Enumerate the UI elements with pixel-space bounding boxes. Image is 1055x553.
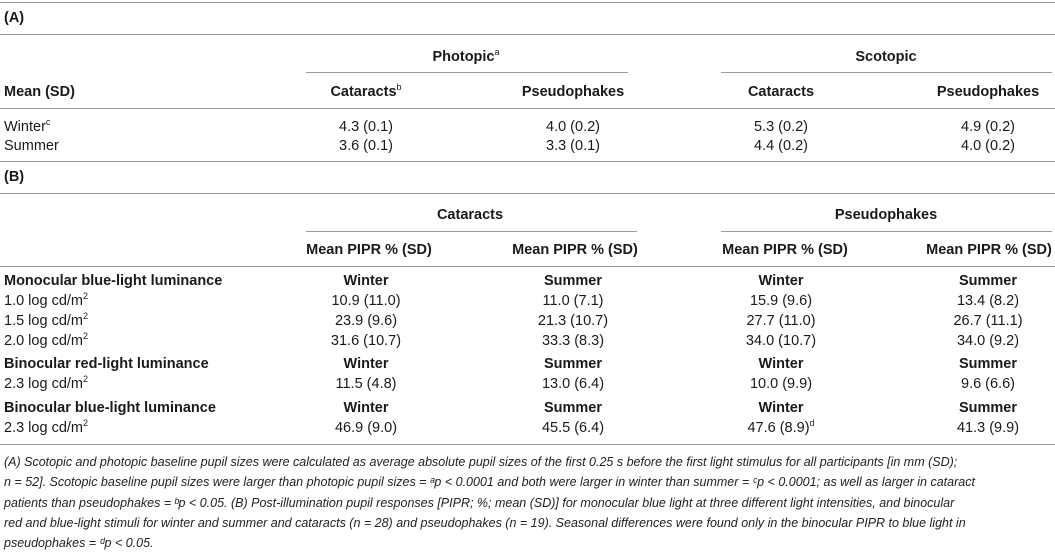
season-label: Winter (343, 273, 389, 289)
group-b-cataracts: Cataracts (436, 207, 504, 223)
table-cell: 13.0 (6.4) (541, 376, 605, 392)
row-label-winter: Winter$^c$ (4, 117, 51, 135)
cell-a-summer-scotopic-cataracts: 4.4 (0.2) (754, 138, 808, 154)
col-b-header-4: Mean PIPR % (SD) (926, 242, 1052, 258)
col-b-header-2: Mean PIPR % (SD) (512, 242, 638, 258)
table-bottom-rule (0, 444, 1055, 445)
row-label-luminance: 2.3 $\log cd/m^2$ (4, 374, 89, 392)
row-label-summer: Summer (4, 138, 59, 154)
row-label-luminance: 1.0 $\log cd/m^2$ (4, 291, 89, 309)
row-label-luminance: 1.5 $\log cd/m^2$ (4, 311, 89, 329)
scotopic-underline (721, 72, 1052, 73)
cataracts-underline (306, 231, 637, 232)
section-title-binocular-red: Binocular red-light luminance (4, 356, 209, 372)
season-label: Summer (958, 400, 1018, 416)
table-cell: 11.0 (7.1) (542, 293, 604, 309)
season-label: Winter (758, 273, 804, 289)
table-cell: 33.3 (8.3) (541, 333, 605, 349)
row-header-mean-sd: Mean (SD) (4, 84, 75, 100)
part-b-label: (B) (4, 169, 25, 185)
section-title-binocular-blue: Binocular blue-light luminance (4, 400, 216, 416)
part-a-rule (0, 34, 1055, 35)
table-cell: 27.7 (11.0) (746, 313, 816, 329)
part-b-header-rule (0, 266, 1055, 267)
cell-a-winter-scotopic-pseudophakes: 4.9 (0.2) (961, 119, 1015, 135)
season-label: Winter (343, 400, 389, 416)
part-a-bottom-rule (0, 161, 1055, 162)
season-label: Winter (758, 356, 804, 372)
table-cell: 45.5 (6.4) (541, 420, 605, 436)
cell-a-summer-scotopic-pseudophakes: 4.0 (0.2) (961, 138, 1015, 154)
col-a-pseudophakes-scotopic: Pseudophakes (936, 84, 1040, 100)
table-cell: 46.9 (9.0) (334, 420, 398, 436)
col-a-cataracts-photopic: Cataracts$^b$ (330, 82, 402, 100)
group-photopic: Photopic$^a$ (432, 47, 500, 65)
season-label: Summer (958, 356, 1018, 372)
table-cell: 9.6 (6.6) (961, 376, 1015, 392)
season-label: Summer (543, 356, 603, 372)
footnote-line: n = 52]. Scotopic baseline pupil sizes were larger than photopic pupil sizes = ᵃp < 0.0001 and both were larger in winter than summer = ᶜp < 0.0001; as well as larger in cataract (4, 475, 975, 490)
footnote-line: red and blue-light stimuli for winter and summer and cataracts (n = 28) and pseudophakes (n = 19). Seasonal differences were found only in the binocular PIPR to blue light in (4, 515, 966, 530)
cell-a-winter-scotopic-cataracts: 5.3 (0.2) (754, 119, 808, 135)
table-cell: 10.9 (11.0) (331, 293, 401, 309)
table-cell: 11.5 (4.8) (335, 376, 397, 392)
row-label-luminance: 2.0 $\log cd/m^2$ (4, 331, 89, 349)
table-cell: 26.7 (11.1) (953, 313, 1023, 329)
cell-a-winter-photopic-cataracts: 4.3 (0.1) (339, 119, 393, 135)
table-cell: 15.9 (9.6) (749, 293, 813, 309)
table-cell: 34.0 (10.7) (745, 333, 817, 349)
season-label: Winter (343, 356, 389, 372)
table-cell: 31.6 (10.7) (330, 333, 402, 349)
footnote-line: patients than pseudophakes = ᵇp < 0.05. (B) Post-illumination pupil responses [PIPR; %; mean (SD)] for monocular blue light at three different light intensities, and binocular (4, 495, 955, 510)
season-label: Winter (758, 400, 804, 416)
table-cell: 47.6 $(8.9)^d$ (747, 418, 815, 436)
section-title-monocular-blue: Monocular blue-light luminance (4, 273, 223, 289)
top-rule (0, 2, 1055, 3)
col-b-header-3: Mean PIPR % (SD) (722, 242, 848, 258)
footnote-line: pseudophakes = ᵈp < 0.05. (4, 536, 154, 551)
table-cell: 21.3 (10.7) (537, 313, 609, 329)
part-b-rule (0, 193, 1055, 194)
cell-a-summer-photopic-pseudophakes: 3.3 (0.1) (546, 138, 600, 154)
photopic-underline (306, 72, 628, 73)
group-scotopic: Scotopic (855, 49, 917, 65)
season-label: Summer (543, 400, 603, 416)
part-a-header-rule (0, 108, 1055, 109)
cell-a-winter-photopic-pseudophakes: 4.0 (0.2) (546, 119, 600, 135)
table-cell: 13.4 (8.2) (956, 293, 1020, 309)
table-cell: 10.0 (9.9) (749, 376, 813, 392)
table-cell: 41.3 (9.9) (956, 420, 1020, 436)
row-label-luminance: 2.3 $\log cd/m^2$ (4, 418, 89, 436)
col-b-header-1: Mean PIPR % (SD) (306, 242, 432, 258)
footnote-line: (A) Scotopic and photopic baseline pupil sizes were calculated as average absolute pupil sizes of the first 0.25 s before the first light stimulus for all participants [in mm (SD); (4, 455, 958, 469)
group-b-pseudophakes: Pseudophakes (834, 207, 938, 223)
col-a-cataracts-scotopic: Cataracts (747, 84, 815, 100)
part-a-label: (A) (4, 10, 25, 26)
cell-a-summer-photopic-cataracts: 3.6 (0.1) (339, 138, 393, 154)
pseudophakes-underline (721, 231, 1052, 232)
table-footnote (4, 452, 1049, 553)
season-label: Summer (543, 273, 603, 289)
table-cell: 34.0 (9.2) (956, 333, 1020, 349)
col-a-pseudophakes-photopic: Pseudophakes (521, 84, 625, 100)
table-cell: 23.9 (9.6) (334, 313, 398, 329)
season-label: Summer (958, 273, 1018, 289)
